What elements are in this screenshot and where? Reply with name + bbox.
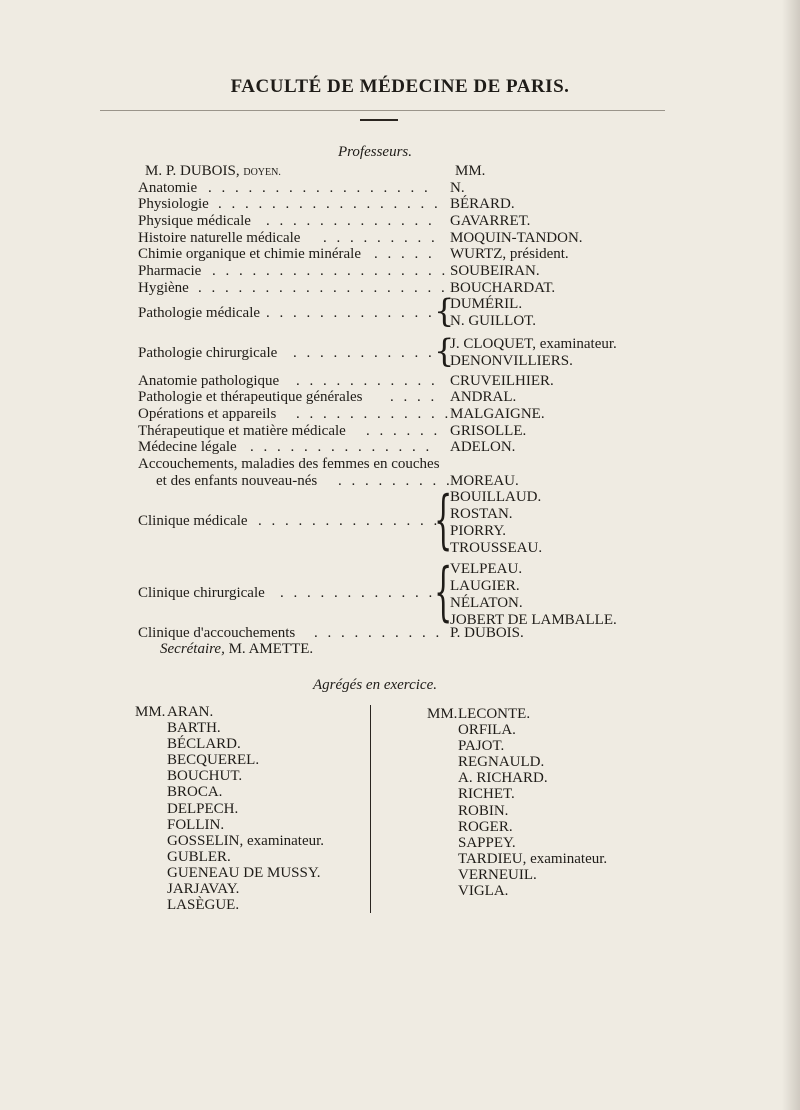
subject-label: Pathologie et thérapeutique générales: [138, 389, 363, 405]
dean-line: [145, 163, 281, 180]
header-rule: [100, 110, 665, 111]
leader-dots: . . . . . . . . . . . . . . . . . .: [212, 263, 449, 279]
professor-name: N.: [450, 180, 465, 196]
curly-brace: {: [434, 332, 455, 370]
agreges-heading: Agrégés en exercice.: [313, 677, 437, 693]
agrege-name: BOUCHUT.: [167, 768, 243, 785]
agrege-name: ARAN.: [167, 704, 214, 720]
subject-label: Chimie organique et chimie minérale: [138, 246, 361, 262]
leader-dots: . . . . . . . . .: [338, 473, 453, 489]
agrege-name: GUBLER.: [167, 848, 231, 865]
leader-dots: . . . . . . . . . . . . . . . . . . .: [198, 280, 448, 296]
leader-dots: . . . . . . . . .: [323, 230, 438, 246]
subject-label: Physiologie: [138, 196, 209, 212]
agreges-left-list: [167, 704, 324, 913]
professor-name: ANDRAL.: [450, 389, 517, 405]
faculty-row-clinique-medicale: [138, 483, 758, 557]
agrege-name: SAPPEY.: [458, 834, 516, 851]
agrege-name: BÉCLARD.: [167, 736, 241, 753]
agrege-name: GUENEAU DE MUSSY.: [167, 864, 321, 881]
agrege-name: RICHET.: [458, 786, 515, 803]
leader-dots: . . . . . . . . . . . . . .: [258, 513, 441, 529]
leader-dots: . . . . .: [374, 246, 435, 262]
agrege-name: ROGER.: [458, 818, 513, 835]
agrege-name: PAJOT.: [458, 738, 505, 755]
professor-name: VELPEAU.: [450, 561, 523, 577]
subject-label: Anatomie pathologique: [138, 373, 280, 389]
subject-label: Histoire naturelle médicale: [138, 230, 301, 246]
professor-name: TROUSSEAU.: [450, 540, 543, 556]
curly-brace: {: [434, 292, 455, 330]
dean-title: DOYEN.: [243, 167, 281, 178]
professor-name: P. DUBOIS.: [450, 625, 524, 641]
subject-label: Accouchements, maladies des femmes en couches: [138, 456, 440, 472]
agrege-name: LECONTE.: [458, 706, 531, 722]
professor-name: PIORRY.: [450, 523, 507, 539]
leader-dots: . . . . . . . . . . . . .: [266, 213, 435, 229]
professor-list: [450, 336, 617, 369]
leader-dots: . . . . . . . . . . .: [293, 345, 435, 361]
agrege-name: BECQUEREL.: [167, 752, 260, 769]
professor-name: SOUBEIRAN.: [450, 263, 540, 279]
leader-dots: . . . . . . . . . . . . . . . . .: [208, 180, 431, 196]
professor-name: WURTZ, président.: [450, 246, 569, 262]
professor-list: [450, 561, 617, 628]
faculty-row-pathologie-medicale: [138, 292, 758, 330]
dean-name: M. P. DUBOIS,: [145, 163, 240, 179]
professor-name: N. GUILLOT.: [450, 313, 536, 329]
leader-dots: . . . . . . . . . . . .: [296, 406, 452, 422]
curly-brace: {: [434, 555, 453, 629]
subject-label: Pathologie médicale: [138, 305, 261, 321]
subject-label: Opérations et appareils: [138, 406, 277, 422]
professor-name: BÉRARD.: [450, 196, 515, 212]
professor-name: MOQUIN-TANDON.: [450, 230, 583, 246]
leader-dots: . . . . . . . . . . . . .: [266, 305, 435, 321]
agrege-name: VERNEUIL.: [458, 866, 537, 883]
professor-name: ADELON.: [450, 439, 516, 455]
agrege-name: BROCA.: [167, 784, 223, 801]
faculty-row-pathologie-chirurgicale: [138, 332, 758, 370]
professor-name: ROSTAN.: [450, 506, 513, 522]
professor-name: MALGAIGNE.: [450, 406, 545, 422]
subject-label: Médecine légale: [138, 439, 237, 455]
leader-dots: . . . . . . . . . . . .: [280, 585, 436, 601]
page-title: FACULTÉ DE MÉDECINE DE PARIS.: [230, 76, 570, 97]
subject-label: Thérapeutique et matière médicale: [138, 423, 346, 439]
professor-name: LAUGIER.: [450, 578, 520, 594]
agreges-right-column: [427, 706, 657, 906]
professor-name: GAVARRET.: [450, 213, 531, 229]
leader-dots: . . . . . .: [366, 423, 441, 439]
professor-name: MOREAU.: [450, 473, 519, 489]
faculty-row-clinique-chirurgicale: [138, 555, 758, 629]
professors-heading: Professeurs.: [337, 144, 413, 160]
subject-label: Physique médicale: [138, 213, 251, 229]
agrege-name: TARDIEU, examinateur.: [458, 850, 608, 867]
subject-label: Anatomie: [138, 180, 198, 196]
professor-name: GRISOLLE.: [450, 423, 527, 439]
leader-dots: . . . . . . . . . . . . . . . . .: [218, 196, 441, 212]
agrege-name: ROBIN.: [458, 802, 509, 819]
secretary-name: M. AMETTE.: [228, 641, 314, 657]
professor-name: DENONVILLIERS.: [450, 353, 573, 369]
header-short-rule: [360, 119, 398, 121]
mm-label: MM.: [455, 163, 486, 179]
agrege-name: DELPECH.: [167, 800, 239, 817]
agrege-name: FOLLIN.: [167, 816, 225, 833]
subject-label: Clinique chirurgicale: [138, 585, 265, 601]
professor-name: BOUILLAUD.: [450, 489, 542, 505]
agrege-name: BARTH.: [167, 720, 221, 737]
agreges-right-list: [458, 706, 607, 899]
leader-dots: . . . .: [390, 389, 438, 405]
professor-name: CRUVEILHIER.: [450, 373, 554, 389]
leader-dots: . . . . . . . . . . .: [296, 373, 438, 389]
professor-name: JOBERT DE LAMBALLE.: [450, 612, 617, 628]
agrege-name: LASÈGUE.: [167, 897, 240, 914]
agreges-left-column: [135, 704, 365, 919]
professor-name: DUMÉRIL.: [450, 296, 523, 312]
agrege-name: JARJAVAY.: [167, 881, 240, 898]
agrege-name: REGNAULD.: [458, 754, 545, 771]
professor-name: NÉLATON.: [450, 595, 523, 611]
subject-label: Pathologie chirurgicale: [138, 345, 278, 361]
agrege-name: GOSSELIN, examinateur.: [167, 832, 325, 849]
mm-label: MM.: [135, 704, 166, 720]
professor-list: [450, 489, 542, 556]
leader-dots: . . . . . . . . . .: [314, 625, 443, 641]
agrege-name: A. RICHARD.: [458, 770, 548, 787]
subject-label: Hygiène: [138, 280, 189, 296]
mm-label: MM.: [427, 706, 458, 722]
curly-brace: {: [434, 483, 453, 557]
column-divider: [370, 705, 371, 913]
subject-label: Clinique médicale: [138, 513, 248, 529]
secretary-label: Secrétaire,: [160, 641, 225, 657]
secretary-line: [160, 641, 313, 658]
agrege-name: ORFILA.: [458, 722, 516, 739]
subject-label: Pharmacie: [138, 263, 202, 279]
subject-label-continued: et des enfants nouveau-nés: [156, 473, 318, 489]
professor-list: [450, 296, 536, 329]
agrege-name: VIGLA.: [458, 883, 509, 900]
leader-dots: . . . . . . . . . . . . . .: [250, 439, 433, 455]
subject-label: Clinique d'accouchements: [138, 625, 296, 641]
professor-name: J. CLOQUET, examinateur.: [450, 336, 617, 352]
professor-name: BOUCHARDAT.: [450, 280, 556, 296]
